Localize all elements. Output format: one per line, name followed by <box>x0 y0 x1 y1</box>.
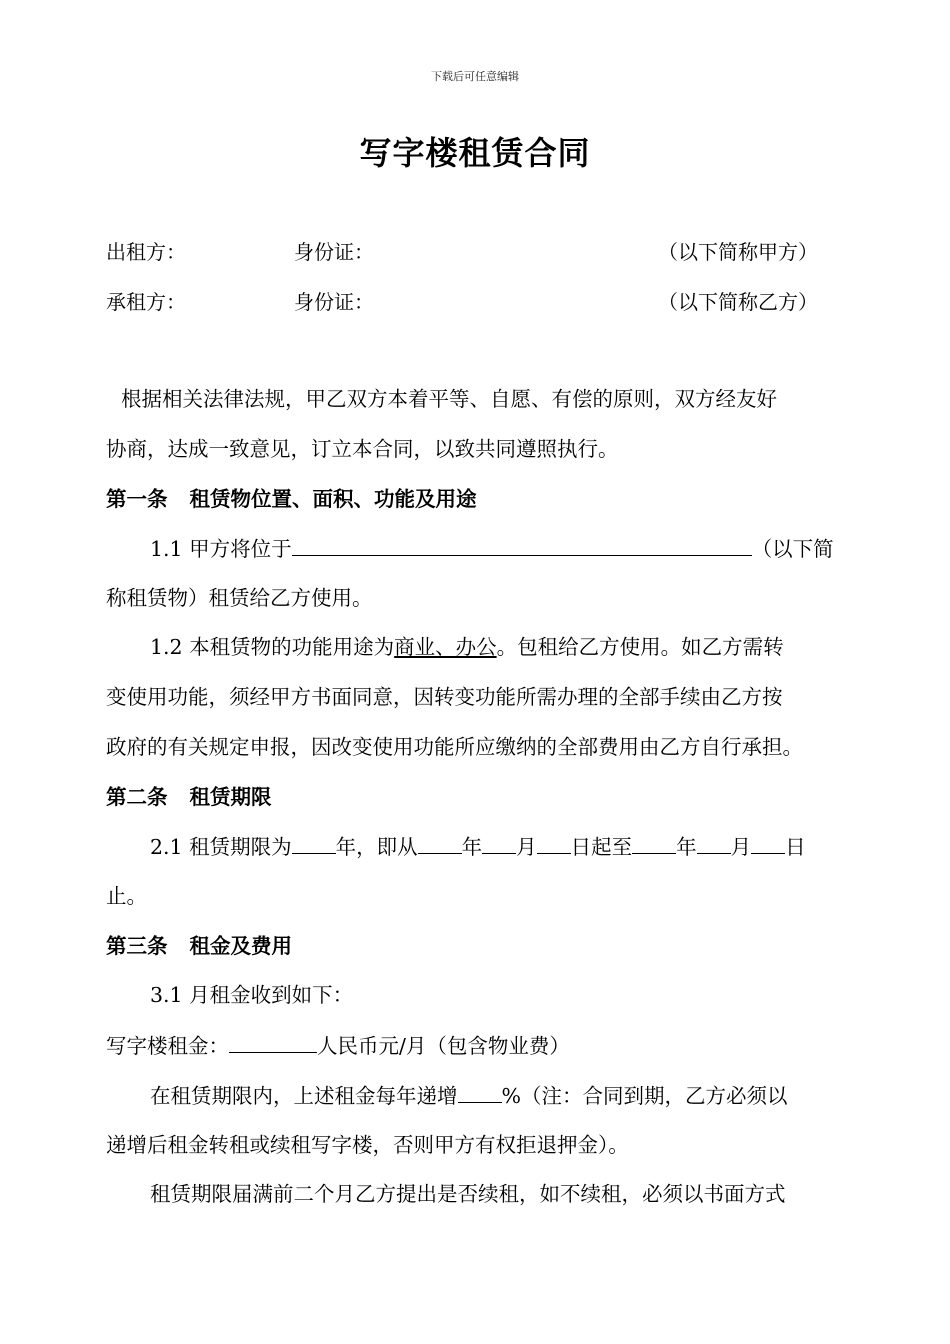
clause-text: %（注：合同到期，乙方必须以 <box>501 1084 788 1108</box>
clause-text: 2.1 租赁期限为 <box>150 835 292 859</box>
clause-line <box>150 632 850 662</box>
term-years-blank <box>292 831 336 854</box>
end-day-blank <box>751 831 785 854</box>
article-number: 第二条 <box>106 785 168 809</box>
clause-line: 变使用功能，须经甲方书面同意，因转变功能所需办理的全部手续由乙方按 <box>106 685 783 709</box>
clause-text: 1.2 本租赁物的功能用途为 <box>150 635 395 659</box>
start-month-blank <box>482 831 516 854</box>
article-title: 租赁期限 <box>189 785 272 809</box>
article-title: 租赁物位置、面积、功能及用途 <box>189 487 477 511</box>
usage-underlined: 商业、办公 <box>394 635 497 659</box>
clause-text: 月 <box>730 835 752 859</box>
start-year-blank <box>418 831 462 854</box>
party-label: 出租方： <box>106 240 186 264</box>
clause-text: 年 <box>461 835 483 859</box>
end-year-blank <box>632 831 676 854</box>
clause-text: 。包租给乙方使用。如乙方需转 <box>496 635 784 659</box>
start-day-blank <box>537 831 571 854</box>
location-blank <box>292 533 752 556</box>
clause-text: 年，即从 <box>335 835 418 859</box>
clause-line: 称租赁物）租赁给乙方使用。 <box>106 586 373 610</box>
clause-line <box>106 1030 851 1061</box>
clause-text: 在租赁期限内，上述租金每年递增 <box>150 1084 458 1108</box>
article-heading <box>106 782 851 812</box>
clause-text: 年 <box>676 835 697 859</box>
party-lessee <box>106 286 846 316</box>
end-month-blank <box>697 831 731 854</box>
clause-text: 1.1 甲方将位于 <box>150 537 292 561</box>
clause-text: 日 <box>785 835 806 859</box>
preamble-line: 根据相关法律法规，甲乙双方本着平等、自愿、有偿的原则，双方经友好 <box>121 387 777 411</box>
party-alias: （以下简称甲方） <box>658 240 818 264</box>
clause-line <box>150 533 850 564</box>
party-label: 承租方： <box>106 290 186 314</box>
clause-text: 月 <box>516 835 537 859</box>
party-id-label: 身份证： <box>294 290 374 314</box>
increase-rate-blank <box>458 1080 502 1103</box>
clause-text: 日起至 <box>570 835 633 859</box>
preamble-line: 协商，达成一致意见，订立本合同，以致共同遵照执行。 <box>106 437 619 461</box>
clause-line: 政府的有关规定申报，因改变使用功能所应缴纳的全部费用由乙方自行承担。 <box>106 735 803 759</box>
header-note: 下载后可任意编辑 <box>431 70 519 83</box>
article-heading <box>106 931 851 961</box>
clause-line: 递增后租金转租或续租写字楼，否则甲方有权拒退押金）。 <box>106 1133 629 1157</box>
clause-text: （以下简 <box>751 537 834 561</box>
document-title: 写字楼租赁合同 <box>359 134 591 172</box>
rent-blank <box>229 1030 317 1053</box>
article-heading <box>106 484 851 514</box>
clause-line <box>150 831 850 862</box>
clause-line <box>150 1080 850 1111</box>
party-id-label: 身份证： <box>294 240 374 264</box>
article-title: 租金及费用 <box>189 934 292 958</box>
article-number: 第一条 <box>106 487 168 511</box>
clause-line: 止。 <box>106 884 147 908</box>
clause-text: 写字楼租金： <box>106 1034 229 1058</box>
clause-line: 租赁期限届满前二个月乙方提出是否续租，如不续租，必须以书面方式 <box>150 1182 786 1206</box>
article-number: 第三条 <box>106 934 168 958</box>
clause-line: 3.1 月租金收到如下： <box>150 983 354 1007</box>
party-lessor <box>106 236 846 266</box>
party-alias: （以下简称乙方） <box>658 290 818 314</box>
clause-text: 人民币元/月（包含物业费） <box>317 1034 570 1058</box>
